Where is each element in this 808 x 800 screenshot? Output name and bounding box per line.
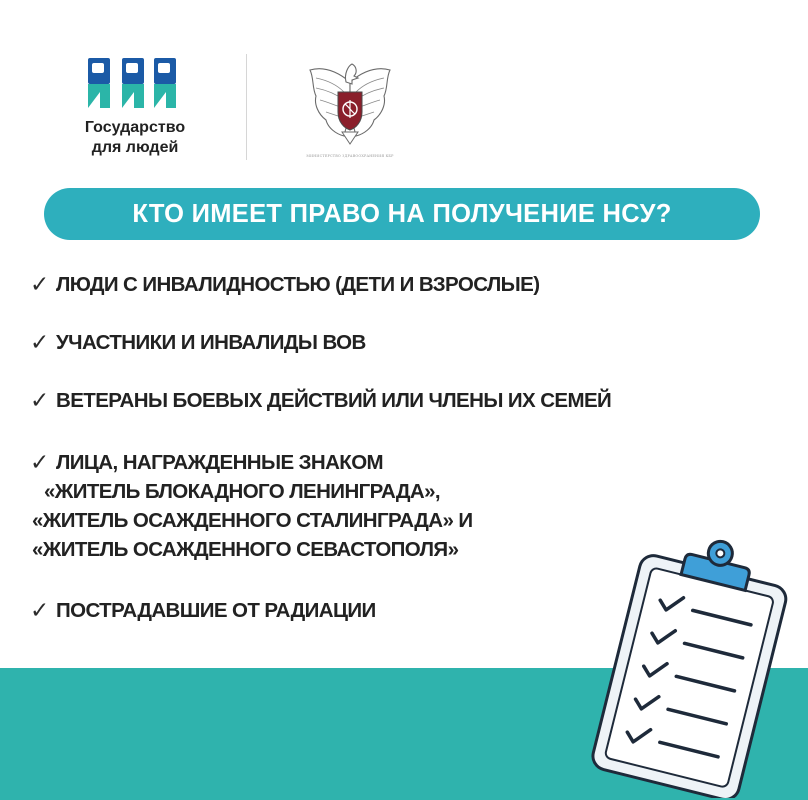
- heading-text: КТО ИМЕЕТ ПРАВО НА ПОЛУЧЕНИЕ НСУ?: [132, 199, 672, 228]
- brand-name: [60, 118, 210, 158]
- list-item-text: ЛЮДИ С ИНВАЛИДНОСТЬЮ (ДЕТИ И ВЗРОСЛЫЕ): [56, 273, 540, 296]
- list-item-text-line1: ЛИЦА, НАГРАЖДЕННЫЕ ЗНАКОМ: [56, 451, 384, 474]
- check-mark-icon: ✓: [30, 330, 49, 356]
- list-item-text: УЧАСТНИКИ И ИНВАЛИДЫ ВОВ: [56, 331, 366, 354]
- list-item: [30, 388, 611, 414]
- check-mark-icon: ✓: [30, 272, 49, 298]
- check-mark-icon: ✓: [30, 598, 49, 624]
- brand-name-line1: Государство: [84, 119, 186, 136]
- list-item-text-line2: «ЖИТЕЛЬ БЛОКАДНОГО ЛЕНИНГРАДА»,: [44, 480, 441, 503]
- check-mark-icon: ✓: [30, 388, 49, 414]
- state-for-people-logo-icon: [86, 56, 182, 110]
- logo-divider: [246, 54, 247, 160]
- list-item-text: ВЕТЕРАНЫ БОЕВЫХ ДЕЙСТВИЙ ИЛИ ЧЛЕНЫ ИХ СЕМЕЙ: [56, 389, 612, 412]
- list-item: [30, 330, 366, 356]
- emblem-caption: МИНИСТЕРСТВО ЗДРАВООХРАНЕНИЯ КБР: [306, 154, 394, 158]
- list-item-text-line4: «ЖИТЕЛЬ ОСАЖДЕННОГО СЕВАСТОПОЛЯ»: [32, 538, 459, 561]
- ministry-eagle-emblem-icon: [302, 52, 398, 148]
- list-item: [30, 450, 383, 476]
- list-item-text: ПОСТРАДАВШИЕ ОТ РАДИАЦИИ: [56, 599, 376, 622]
- checklist-clipboard-icon: [588, 528, 798, 798]
- list-item: [30, 272, 539, 298]
- list-item: [30, 598, 376, 624]
- heading-banner: [44, 188, 760, 240]
- brand-name-line2: для людей: [91, 139, 179, 156]
- check-mark-icon: ✓: [30, 450, 49, 476]
- list-item-text-line3: «ЖИТЕЛЬ ОСАЖДЕННОГО СТАЛИНГРАДА» И: [32, 509, 473, 532]
